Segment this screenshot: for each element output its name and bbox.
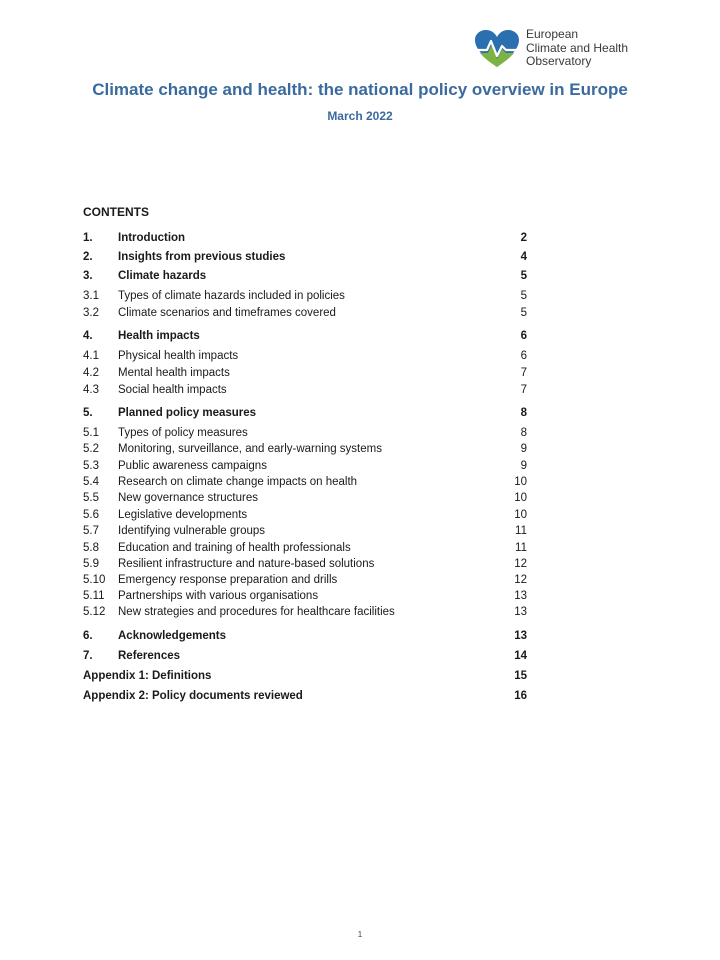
toc-entry-page: 11 [515, 525, 527, 537]
toc-entry[interactable] [83, 507, 527, 523]
toc-entry-page: 6 [520, 350, 527, 362]
toc-entry[interactable] [83, 604, 527, 620]
toc-entry-label: Appendix 2: Policy documents reviewed [83, 690, 303, 702]
toc-entry-label: New governance structures [118, 492, 258, 504]
toc-entry-number: 4.1 [83, 350, 99, 362]
toc-entry-number: 5.1 [83, 427, 99, 439]
document-date: March 2022 [327, 109, 393, 123]
toc-entry-number: 5.6 [83, 509, 99, 521]
toc-entry-label: Physical health impacts [118, 350, 239, 362]
logo-text [526, 28, 628, 69]
toc-entry[interactable] [83, 382, 527, 398]
toc-entry[interactable] [83, 425, 527, 441]
toc-entry-page: 12 [514, 558, 527, 570]
toc-entry-page: 8 [520, 427, 527, 439]
toc-entry-number: 5.3 [83, 460, 99, 472]
toc-entry-label: Education and training of health professionals [118, 542, 351, 554]
toc-entry-page: 14 [514, 650, 527, 662]
toc-entry-number: 4.3 [83, 384, 99, 396]
toc-entry-number: 5.7 [83, 525, 99, 537]
toc-entry-number: 3.2 [83, 307, 99, 319]
toc-entry-number: 5.10 [83, 574, 106, 586]
toc-entry-number: 4.2 [83, 367, 99, 379]
toc-entry-page: 9 [520, 443, 527, 455]
toc-entry[interactable] [83, 523, 527, 539]
toc-entry-number: 5. [83, 407, 93, 419]
toc-entry[interactable] [83, 556, 527, 572]
heart-logo-icon [474, 29, 520, 69]
toc-entry-page: 7 [520, 384, 527, 396]
toc-entry-page: 13 [514, 630, 527, 642]
toc-entry-page: 13 [514, 606, 527, 618]
contents-heading: CONTENTS [83, 205, 149, 219]
toc-entry[interactable] [83, 441, 527, 457]
observatory-logo [474, 27, 664, 75]
document-title: Climate change and health: the national policy overview in Europe [92, 80, 628, 99]
toc-entry[interactable] [83, 305, 527, 321]
toc-entry-label: Research on climate change impacts on health [118, 476, 358, 488]
toc-entry-number: 3.1 [83, 290, 99, 302]
toc-entry-page: 5 [520, 307, 527, 319]
toc-entry-number: 2. [83, 251, 93, 263]
toc-entry-page: 11 [515, 542, 527, 554]
toc-entry-page: 7 [520, 367, 527, 379]
toc-entry-label: Insights from previous studies [118, 251, 286, 263]
toc-entry-page: 6 [520, 330, 527, 342]
toc-entry[interactable] [83, 458, 527, 474]
toc-entry-label: Resilient infrastructure and nature-based solutions [118, 558, 375, 570]
toc-entry-label: Climate scenarios and timeframes covered [118, 307, 336, 319]
logo-line-2: Climate and Health [526, 40, 629, 55]
toc-entry-number: 5.5 [83, 492, 99, 504]
toc-entry-label: Mental health impacts [118, 367, 230, 379]
toc-entry-page: 16 [514, 690, 527, 702]
toc-entry-label: Appendix 1: Definitions [83, 670, 212, 682]
toc-entry-label: Legislative developments [118, 509, 248, 521]
toc-entry[interactable] [83, 474, 527, 490]
toc-entry-number: 1. [83, 232, 93, 244]
toc-entry[interactable] [83, 490, 527, 506]
toc-entry[interactable] [83, 668, 527, 684]
toc-entry-label: Types of policy measures [118, 427, 248, 439]
toc-entry-page: 15 [514, 670, 527, 682]
toc-entry-page: 5 [520, 290, 527, 302]
toc-entry-page: 9 [520, 460, 527, 472]
toc-entry-page: 10 [514, 492, 527, 504]
toc-entry[interactable] [83, 405, 527, 421]
toc-entry-label: Climate hazards [118, 270, 207, 282]
toc-entry[interactable] [83, 588, 527, 604]
toc-entry-page: 13 [514, 590, 527, 602]
toc-entry-label: Public awareness campaigns [118, 460, 267, 472]
toc-entry-number: 5.4 [83, 476, 99, 488]
toc-entry-page: 10 [514, 476, 527, 488]
toc-entry[interactable] [83, 348, 527, 364]
toc-entry-number: 3. [83, 270, 93, 282]
toc-entry-page: 5 [520, 270, 527, 282]
toc-entry-page: 12 [514, 574, 527, 586]
toc-entry-page: 4 [520, 251, 527, 263]
toc-entry-number: 5.12 [83, 606, 106, 618]
toc-entry-label: Emergency response preparation and drills [118, 574, 338, 586]
toc-entry[interactable] [83, 688, 527, 704]
toc-entry-label: Monitoring, surveillance, and early-warning systems [118, 443, 382, 455]
toc-entry[interactable] [83, 628, 527, 644]
toc-entry[interactable] [83, 288, 527, 304]
toc-entry[interactable] [83, 249, 527, 265]
toc-entry-label: New strategies and procedures for healthcare facilities [118, 606, 395, 618]
toc-entry-number: 5.11 [83, 590, 105, 602]
page-number: 1 [357, 930, 363, 939]
toc-entry-number: 4. [83, 330, 93, 342]
toc-entry-label: Introduction [118, 232, 186, 244]
toc-entry[interactable] [83, 230, 527, 246]
toc-entry-number: 6. [83, 630, 93, 642]
toc-entry[interactable] [83, 268, 527, 284]
toc-entry-page: 10 [514, 509, 527, 521]
toc-entry-page: 2 [520, 232, 527, 244]
toc-entry-label: Identifying vulnerable groups [118, 525, 266, 537]
toc-entry-label: Partnerships with various organisations [118, 590, 319, 602]
toc-entry-page: 8 [520, 407, 527, 419]
toc-entry[interactable] [83, 365, 527, 381]
toc-entry[interactable] [83, 540, 527, 556]
toc-entry-label: Health impacts [118, 330, 200, 342]
toc-entry[interactable] [83, 648, 527, 664]
toc-entry-label: Types of climate hazards included in policies [118, 290, 345, 302]
toc-entry[interactable] [83, 572, 527, 588]
toc-entry-label: Social health impacts [118, 384, 227, 396]
toc-entry-label: References [118, 650, 181, 662]
toc-entry-number: 5.9 [83, 558, 99, 570]
logo-line-1: European [526, 27, 579, 41]
toc-entry-label: Planned policy measures [118, 407, 257, 419]
logo-line-3: Observatory [526, 54, 592, 68]
toc-entry-number: 5.2 [83, 443, 99, 455]
toc-entry[interactable] [83, 328, 527, 344]
toc-entry-label: Acknowledgements [118, 630, 226, 642]
toc-entry-number: 5.8 [83, 542, 99, 554]
toc-entry-number: 7. [83, 650, 93, 662]
